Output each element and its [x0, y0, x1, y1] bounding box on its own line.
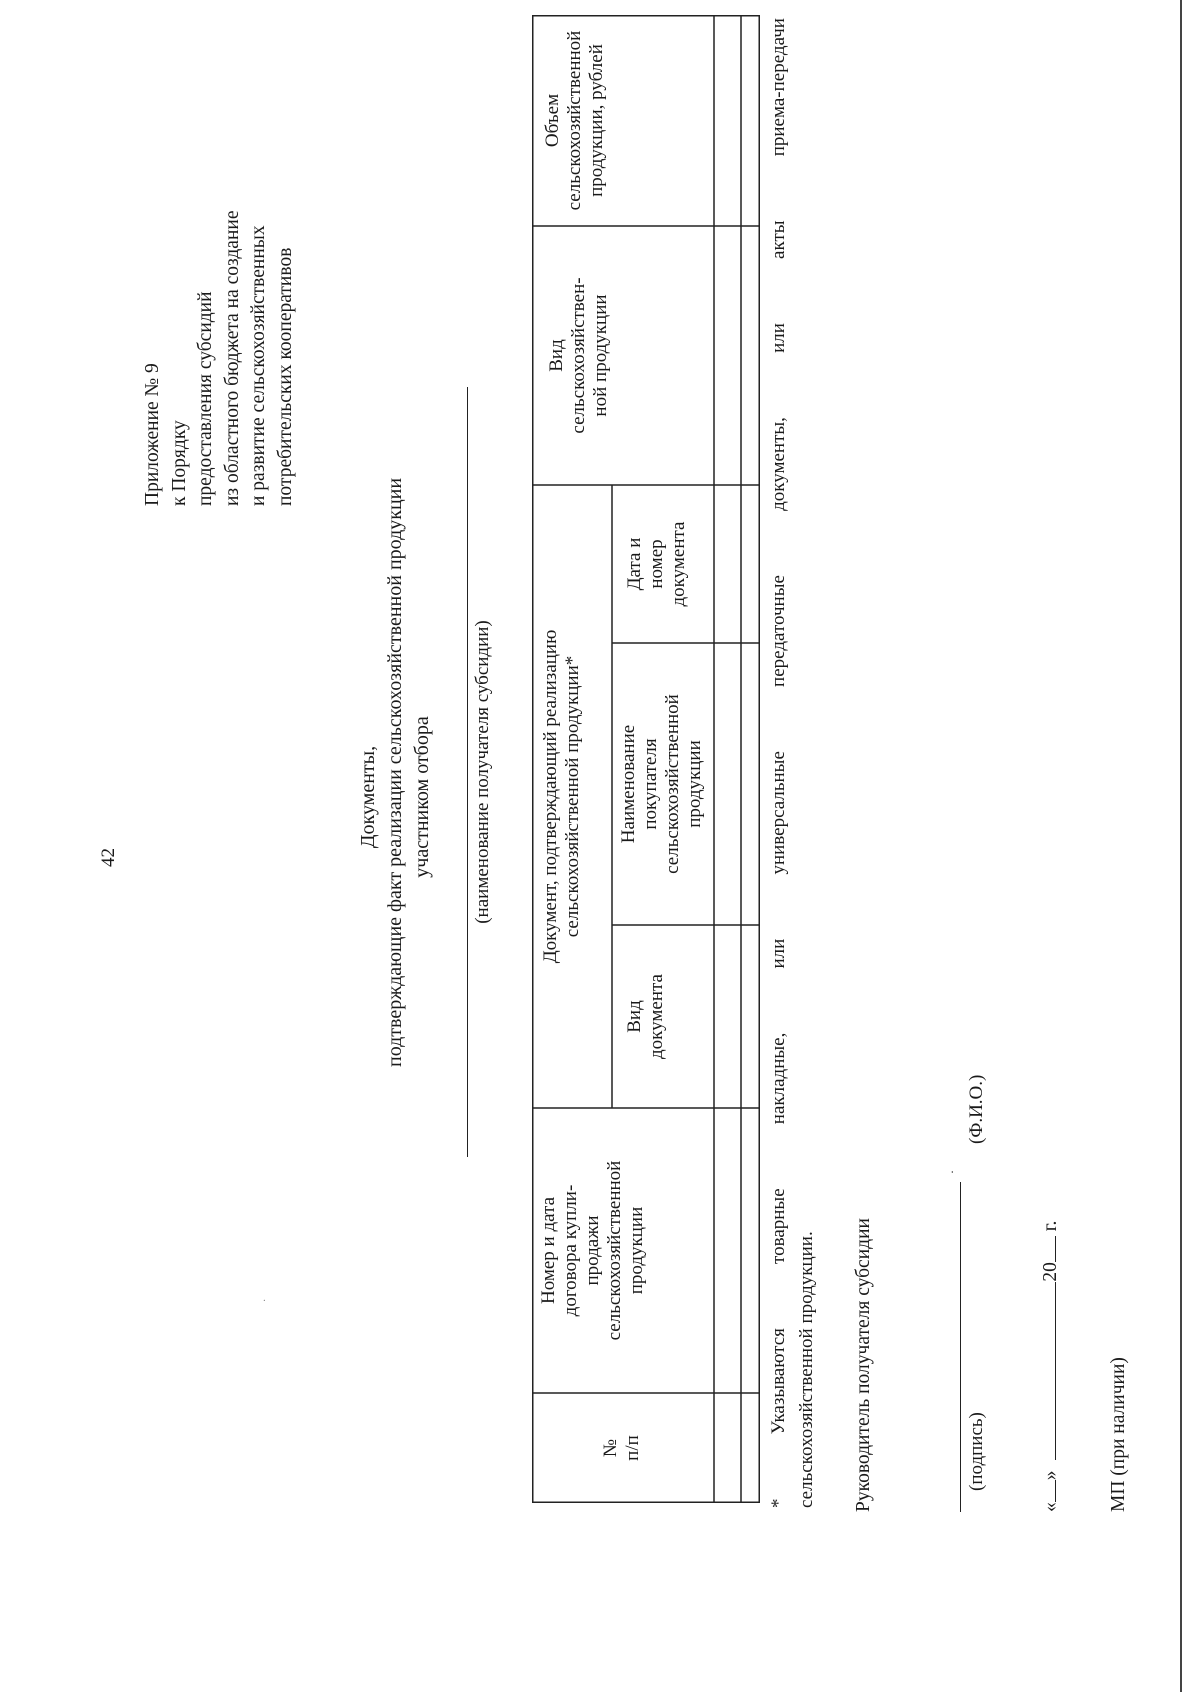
header-volume: Объем сельскохозяйственной продукции, рублей — [542, 30, 607, 211]
appendix-line: и развитие сельскохозяйственных — [248, 225, 269, 506]
fio-caption: (Ф.И.О.) — [966, 1074, 987, 1144]
sales-documents-table — [532, 15, 760, 1503]
year-blank — [1037, 1236, 1056, 1262]
header-doc-type: Вид документа — [624, 974, 667, 1059]
header-num: № п/п — [600, 1435, 643, 1461]
scan-edge-line — [1180, 0, 1182, 1692]
scan-speck: · — [260, 1298, 271, 1302]
date-close-quote: » — [1040, 1470, 1061, 1481]
scan-dot: · — [945, 1170, 959, 1174]
stamp-place-label: МП (при наличии) — [1108, 1357, 1129, 1512]
year-prefix: 20 — [1040, 1262, 1061, 1282]
header-doc-date: Дата и номер документа — [624, 521, 689, 607]
appendix-line: Приложение № 9 — [142, 363, 163, 506]
recipient-caption: (наименование получателя субсидии) — [472, 620, 493, 924]
recipient-name-line — [467, 387, 468, 1157]
footnote-line: сельскохозяйственной продукции. — [796, 1231, 817, 1508]
day-blank — [1037, 1480, 1056, 1502]
title-line: Документы, — [357, 745, 379, 849]
header-doc-group: Документ, подтверждающий реализацию сельскохозяйственной продукции* — [540, 629, 583, 964]
footnote-line: * Указываются товарные накладные, или универсальные передаточные документы, или акты приема-передачи — [768, 18, 789, 1508]
appendix-line: к Порядку — [168, 420, 190, 506]
header-buyer: Наименование покупателя сельскохозяйственной продукции — [618, 694, 705, 874]
month-blank — [1037, 1282, 1056, 1460]
title-line: участником отбора — [411, 716, 433, 878]
year-suffix: г. — [1040, 1220, 1061, 1232]
appendix-line: из областного бюджета на создание — [221, 210, 243, 506]
appendix-heading — [140, 211, 299, 507]
date-open-quote: « — [1040, 1502, 1061, 1512]
header-product-type: Вид сельскохозяйствен- ной продукции — [546, 277, 611, 434]
title-line: подтверждающие факт реализации сельскохозяйственной продукции — [384, 477, 406, 1067]
document-title — [355, 477, 436, 1067]
appendix-line: потребительских кооперативов — [274, 247, 296, 506]
page-number: 42 — [98, 848, 119, 867]
header-contract: Номер и дата договора купли- продажи сельскохозяйственной продукции — [538, 1160, 647, 1341]
appendix-line: предоставления субсидий — [195, 291, 216, 506]
footnote — [765, 18, 821, 1508]
date-line — [1037, 1221, 1062, 1512]
signature-caption: (подпись) — [966, 1412, 987, 1491]
signatory-label: Руководитель получателя субсидии — [853, 1218, 874, 1512]
signature-line — [960, 1182, 961, 1512]
